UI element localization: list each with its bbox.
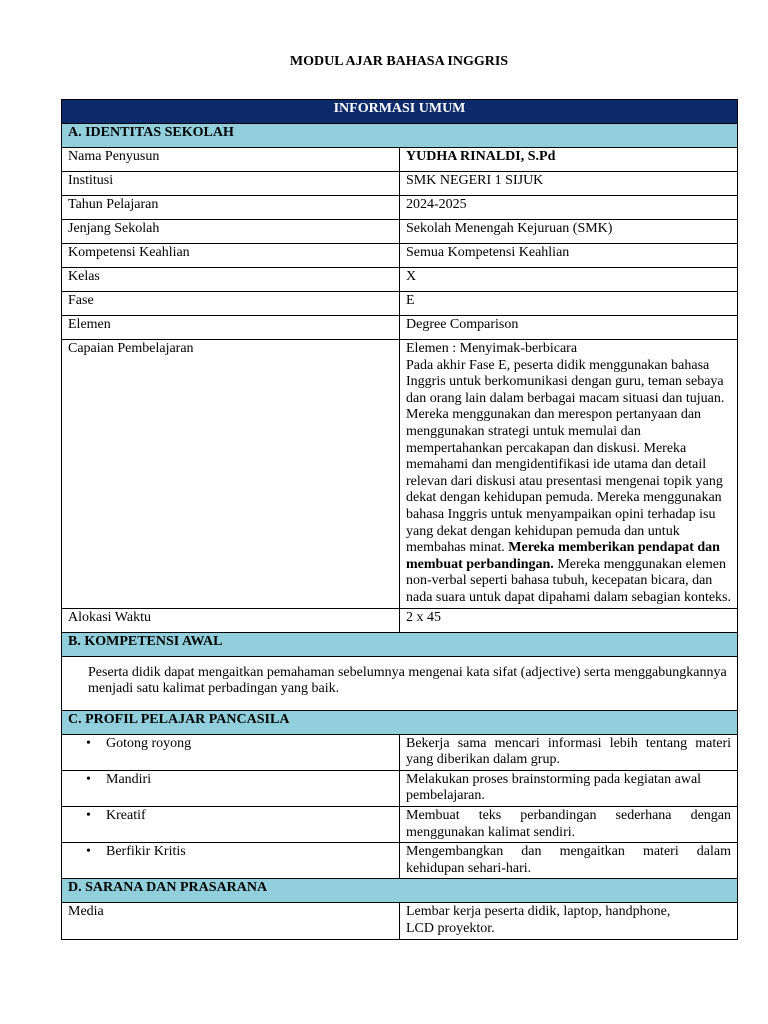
row-value: 2 x 45 <box>400 608 738 632</box>
capaian-paragraph <box>406 358 731 607</box>
table-row <box>62 244 738 268</box>
document-title: MODUL AJAR BAHASA INGGRIS <box>289 54 509 69</box>
row-value: Sekolah Menengah Kejuruan (SMK) <box>400 220 738 244</box>
media-line: Lembar kerja peserta didik, laptop, handphone, <box>406 904 671 920</box>
row-label: Elemen <box>62 316 400 340</box>
capaian-element-line: Elemen : Menyimak-berbicara <box>406 341 578 356</box>
profile-label <box>62 843 400 879</box>
row-label: Kelas <box>62 268 400 292</box>
media-value <box>400 903 738 939</box>
row-value: 2024-2025 <box>400 196 738 220</box>
row-label: Institusi <box>62 172 400 196</box>
media-line: LCD proyektor. <box>406 921 495 937</box>
table-row <box>62 843 738 879</box>
informasi-umum-header: INFORMASI UMUM <box>62 100 738 124</box>
row-label: Fase <box>62 292 400 316</box>
table-row <box>62 148 738 172</box>
capaian-row <box>62 340 738 609</box>
table-row <box>62 807 738 843</box>
profile-label-text: Berfikir Kritis <box>106 844 186 860</box>
row-label: Capaian Pembelajaran <box>62 340 400 609</box>
capaian-text-end: Mereka menggunakan elemen non-verbal seperti bahasa tubuh, kecepatan bicara, dan nada suara untuk dapat dipahami dalam sebagian konteks. <box>406 556 732 605</box>
profile-label <box>62 770 400 806</box>
capaian-value <box>400 340 738 609</box>
profile-value: Mengembangkan dan mengaitkan materi dalam kehidupan sehari-hari. <box>400 843 738 879</box>
profile-label <box>62 807 400 843</box>
row-value: SMK NEGERI 1 SIJUK <box>400 172 738 196</box>
section-d-header: D. SARANA DAN PRASARANA <box>62 879 738 903</box>
bullet-icon: • <box>86 844 91 860</box>
profile-label-text: Gotong royong <box>106 735 192 751</box>
capaian-text: Pada akhir Fase E, peserta didik menggunakan bahasa Inggris untuk berkomunikasi dengan guru, teman sebaya dan orang lain dalam berbagai macam situasi dan tujuan. Mereka menggunakan dan merespon pertanyaan dan menggunakan strategi untuk memulai dan mempertahankan percakapan dan diskusi. Mereka memahami dan mengidentifikasi ide utama dan detail relevan dari diskusi atau presentasi mengenai topik yang dekat dengan kehidupan pemuda. Mereka menggunakan bahasa Inggris untuk menyampaikan opini terhadap isu yang dekat dengan kehidupan pemuda dan untuk membahas minat. <box>406 357 725 556</box>
row-label: Tahun Pelajaran <box>62 196 400 220</box>
media-row <box>62 903 738 939</box>
table-row <box>62 608 738 632</box>
row-value: Degree Comparison <box>400 316 738 340</box>
kompetensi-awal-text: Peserta didik dapat mengaitkan pemahaman sebelumnya mengenai kata sifat (adjective) serta menggabungkannya menjadi satu kalimat perbadingan yang baik. <box>62 656 738 710</box>
section-c-header: C. PROFIL PELAJAR PANCASILA <box>62 710 738 734</box>
table-row <box>62 770 738 806</box>
profile-label <box>62 734 400 770</box>
capaian-text-bold: Mereka memberikan pendapat dan membuat perbandingan. <box>406 540 720 572</box>
row-label: Nama Penyusun <box>62 148 400 172</box>
author-value: YUDHA RINALDI, S.Pd <box>400 148 738 172</box>
row-label: Kompetensi Keahlian <box>62 244 400 268</box>
row-label: Alokasi Waktu <box>62 608 400 632</box>
profile-value: Melakukan proses brainstorming pada kegiatan awal pembelajaran. <box>400 770 738 806</box>
profile-value: Membuat teks perbandingan sederhana dengan menggunakan kalimat sendiri. <box>400 807 738 843</box>
profile-label-text: Kreatif <box>106 808 146 824</box>
table-row <box>62 172 738 196</box>
row-label: Jenjang Sekolah <box>62 220 400 244</box>
row-label: Media <box>62 903 400 939</box>
row-value: X <box>400 268 738 292</box>
table-row <box>62 316 738 340</box>
table-row <box>62 268 738 292</box>
table-row <box>62 196 738 220</box>
row-value: Semua Kompetensi Keahlian <box>400 244 738 268</box>
bullet-icon: • <box>86 735 91 751</box>
profile-value: Bekerja sama mencari informasi lebih tentang materi yang diberikan dalam grup. <box>400 734 738 770</box>
table-row <box>62 292 738 316</box>
bullet-icon: • <box>86 771 91 787</box>
section-a-header: A. IDENTITAS SEKOLAH <box>62 124 738 148</box>
row-value: E <box>400 292 738 316</box>
profile-label-text: Mandiri <box>106 771 152 787</box>
table-row <box>62 734 738 770</box>
module-info-table <box>61 99 738 940</box>
table-row <box>62 220 738 244</box>
section-b-header: B. KOMPETENSI AWAL <box>62 632 738 656</box>
bullet-icon: • <box>86 808 91 824</box>
